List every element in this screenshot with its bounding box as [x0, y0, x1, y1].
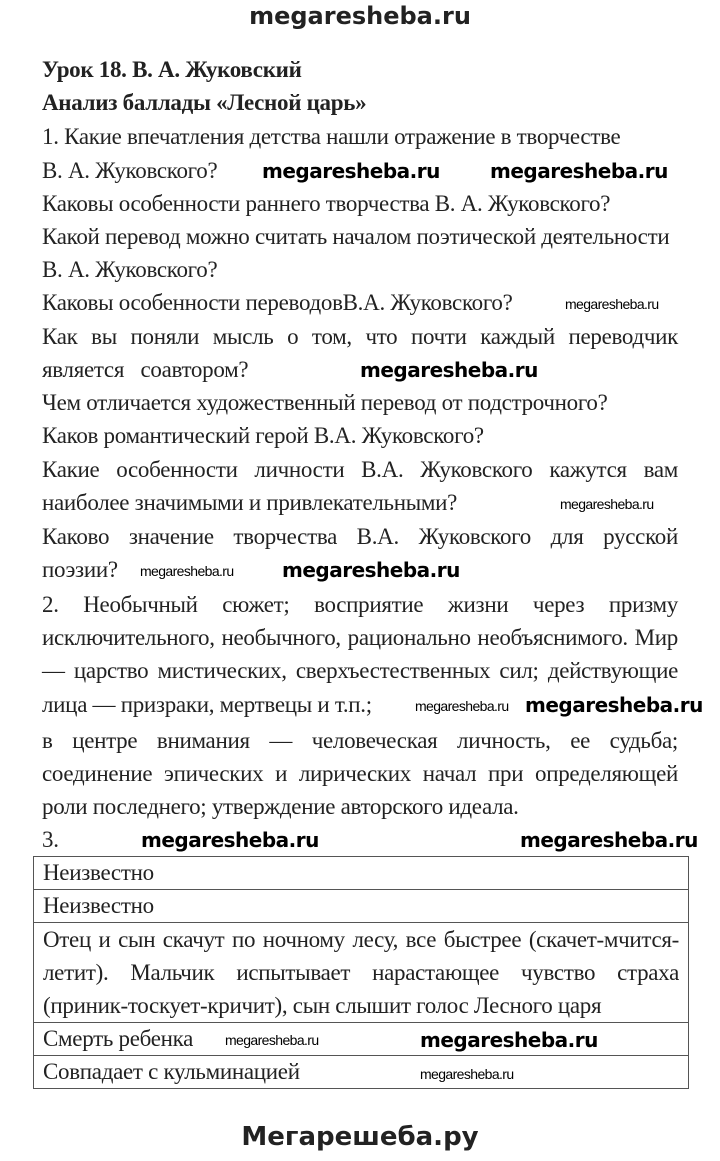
watermark-small: megaresheba.ru — [140, 563, 234, 579]
text-line: 2. Необычный сюжет; восприятие жизни через призму — [42, 592, 678, 617]
watermark: megaresheba.ru — [282, 558, 460, 582]
watermark: megaresheba.ru — [490, 159, 668, 183]
text-line: — царство мистических, сверхъестественных сил; действующие — [42, 658, 678, 683]
watermark-small: megaresheba.ru — [560, 496, 654, 512]
table-cell: Совпадает с кульминацией — [34, 1056, 689, 1089]
text-line: Чем отличается художественный перевод от подстрочного? — [42, 390, 608, 415]
text-line: поэзии? — [42, 557, 118, 582]
answer-table — [33, 856, 689, 1089]
text-line: Каков романтический герой В.А. Жуковского? — [42, 423, 484, 448]
table-cell: Неизвестно — [34, 857, 689, 890]
watermark-header: megaresheba.ru — [249, 2, 471, 30]
lesson-title: Урок 18. В. А. Жуковский — [42, 57, 302, 82]
watermark: megaresheba.ru — [420, 1028, 598, 1052]
text-line: В. А. Жуковского? — [42, 158, 218, 183]
watermark: megaresheba.ru — [262, 159, 440, 183]
watermark-small: megaresheba.ru — [415, 698, 509, 714]
watermark-small: megaresheba.ru — [420, 1066, 514, 1082]
footer-logo: Мегарешеба.ру — [241, 1122, 479, 1152]
table-row — [34, 890, 689, 923]
text-line: Каковы особенности переводовВ.А. Жуковского? — [42, 290, 513, 315]
text-line: Каковы особенности раннего творчества В. А. Жуковского? — [42, 191, 611, 216]
table-row — [34, 1056, 689, 1089]
text-line: лица — призраки, мертвецы и т.п.; — [42, 692, 372, 717]
text-line: В. А. Жуковского? — [42, 257, 218, 282]
lesson-subtitle: Анализ баллады «Лесной царь» — [42, 90, 367, 115]
watermark-small: megaresheba.ru — [225, 1032, 319, 1048]
table-cell: Неизвестно — [34, 890, 689, 923]
watermark: megaresheba.ru — [520, 828, 698, 852]
text-line: соединение эпических и лирических начал при определяющей — [42, 761, 678, 786]
text-line: наиболее значимыми и привлекательными? — [42, 490, 458, 515]
text-line: исключительного, необычного, рационально необъяснимого. Мир — [42, 625, 678, 650]
text-line: является соавтором? — [42, 357, 249, 382]
table-row — [34, 923, 689, 1023]
text-line: Каково значение творчества В.А. Жуковского для русской — [42, 524, 678, 549]
text-line: Как вы поняли мысль о том, что почти каждый переводчик — [42, 324, 678, 349]
text-line: Какие особенности личности В.А. Жуковского кажутся вам — [42, 457, 678, 482]
watermark-small: megaresheba.ru — [565, 296, 659, 312]
table-cell: Смерть ребенка — [34, 1023, 689, 1056]
table-row — [34, 857, 689, 890]
watermark: megaresheba.ru — [525, 693, 703, 717]
text-line: 1. Какие впечатления детства нашли отражение в творчестве — [42, 124, 621, 149]
watermark: megaresheba.ru — [360, 358, 538, 382]
text-line: в центре внимания — человеческая личность, ее судьба; — [42, 728, 678, 753]
watermark: megaresheba.ru — [141, 828, 319, 852]
text-line: роли последнего; утверждение авторского идеала. — [42, 794, 519, 819]
table-cell: Отец и сын скачут по ночному лесу, все быстрее (скачет-мчится-летит). Мальчик испытывает нарастающее чувство страха (приник-тоскует-кричит), сын слышит голос Лесного царя — [34, 923, 689, 1023]
text-line: 3. — [42, 827, 59, 852]
text-line: Какой перевод можно считать началом поэтической деятельности — [42, 224, 670, 249]
